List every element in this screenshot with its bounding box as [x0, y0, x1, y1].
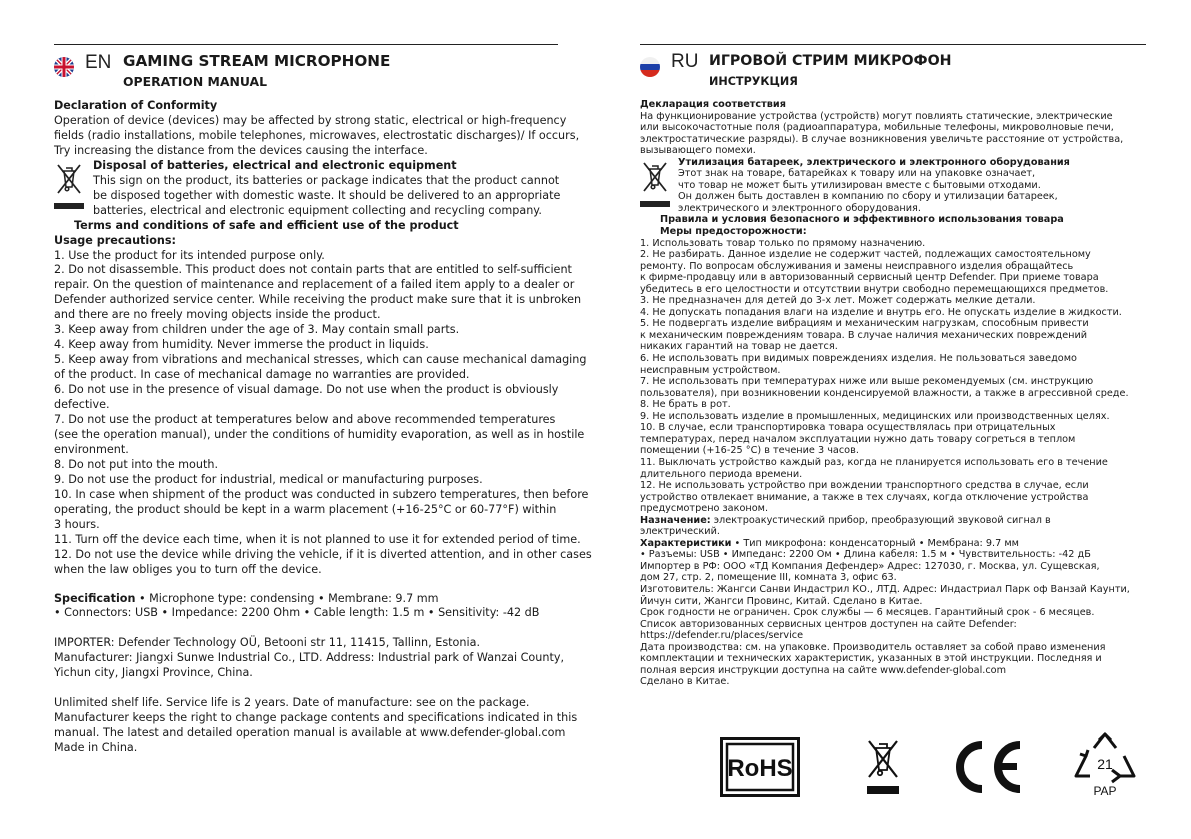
- terms-heading: Terms and conditions of safe and efficient use of the product: [74, 218, 459, 232]
- list-item: Срок годности не ограничен. Срок службы — 6 месяцев. Гарантийный срок - 6 месяцев.: [640, 607, 1095, 619]
- recycle-number: 21: [1097, 756, 1113, 772]
- list-item: 2. Do not disassemble. This product does not contain parts that are entitled to self-sufficient: [54, 263, 572, 277]
- declaration-text: [54, 113, 580, 159]
- text-line: что товар не может быть утилизирован вместе с бытовыми отходами.: [678, 179, 1041, 191]
- list-item: environment.: [54, 442, 129, 456]
- list-item: 12. Не использовать устройство при вождении транспортного средства в случае, если: [640, 480, 1089, 492]
- list-item: 4. Не допускать попадания влаги на изделие и внутрь его. Не опускать изделие в жидкости.: [640, 306, 1122, 318]
- list-item: 11. Выключать устройство каждый раз, когда не планируется использовать его в течение: [640, 456, 1108, 468]
- list-item: • Разъемы: USB • Импеданс: 2200 Ом • Длина кабеля: 1.5 м • Чувствительность: -42 дБ: [640, 549, 1091, 561]
- list-item: полная версия инструкции доступна на сайте www.defender-global.com: [640, 664, 1007, 676]
- list-item: 6. Не использовать при видимых повреждениях изделия. Не пользоваться заведомо: [640, 353, 1077, 365]
- list-item: defective.: [54, 398, 110, 412]
- list-item: неисправным устройством.: [640, 364, 781, 376]
- uk-flag-icon: [54, 57, 74, 77]
- purpose-line: [640, 515, 1146, 527]
- list-item: Изготовитель: Жангси Санви Индастрил КО., ЛТД. Адрес: Индастриал Парк оф Ванзай Каунти,: [640, 583, 1130, 595]
- text-line: Operation of device (devices) may be affected by strong static, electrical or high-frequency: [54, 113, 567, 127]
- importer-block: [54, 636, 565, 681]
- text-line: Этот знак на товаре, батарейках к товару или на упаковке означает,: [678, 168, 1036, 180]
- list-item: 6. Do not use in the presence of visual damage. Do not use when the product is obviously: [54, 383, 559, 397]
- text-line: электростатические разряды). В случае возникновения увеличьте расстояние от устройства,: [640, 133, 1124, 145]
- list-item: 7. Do not use the product at temperatures below and above recommended temperatures: [54, 413, 556, 427]
- text-line: Он должен быть доставлен в компанию по сбору и утилизации батареек,: [678, 191, 1058, 203]
- purpose-line-2: электрический.: [640, 526, 720, 538]
- specification-value: • Тип микрофона: конденсаторный • Мембрана: 9.7 мм: [731, 537, 1019, 549]
- list-item: of the product. In case of mechanical damage no warranties are provided.: [54, 368, 470, 382]
- crossed-bin-icon: [640, 160, 670, 214]
- manual-subtitle: OPERATION MANUAL: [123, 74, 267, 89]
- text-line: Yichun city, Jiangxi Province, China.: [54, 666, 253, 680]
- specification-line: [640, 538, 1146, 550]
- list-item: operating, the product should be kept in a warm placement (+16-25°C or 60-77°F) within: [54, 502, 557, 516]
- language-code: EN: [85, 52, 112, 73]
- declaration-heading: Declaration of Conformity: [54, 99, 218, 112]
- russian-column: [640, 44, 1146, 688]
- text-line: IMPORTER: Defender Technology OÜ, Betooni str 11, 11415, Tallinn, Estonia.: [54, 636, 480, 650]
- list-item: 1. Использовать товар только по прямому назначению.: [640, 237, 926, 249]
- list-item: Список авторизованных сервисных центров доступен на сайте Defender:: [640, 618, 1017, 630]
- usage-heading: Меры предосторожности:: [660, 226, 807, 238]
- list-item: к механическим повреждениям товара. В случае наличия механических повреждений: [640, 329, 1088, 341]
- terms-heading: Правила и условия безопасного и эффективного использования товара: [660, 214, 1064, 226]
- ru-header: [640, 45, 1146, 99]
- usage-precautions-list: [640, 238, 1146, 515]
- manual-subtitle: ИНСТРУКЦИЯ: [709, 75, 798, 88]
- list-item: предусмотрено законом.: [640, 503, 769, 515]
- list-item: 8. Не брать в рот.: [640, 399, 731, 411]
- list-item: Импортер в РФ: ООО «ТД Компания Дефендер» Адрес: 127030, г. Москва, ул. Сущевская,: [640, 560, 1100, 572]
- specification-details: [640, 549, 1146, 688]
- list-item: к фирме-продавцу или в авторизованный сервисный центр Defender. При приеме товара: [640, 272, 1099, 284]
- list-item: 11. Turn off the device each time, when it is not planned to use it for extended period of time.: [54, 532, 581, 546]
- list-item: Defender authorized service center. While receiving the product make sure that it is unbroken: [54, 293, 582, 307]
- list-item: when the law obliges you to turn off the device.: [54, 562, 322, 576]
- list-item: 9. Do not use the product for industrial, medical or manufacturing purposes.: [54, 472, 483, 486]
- text-line: электрического и электронного оборудования.: [678, 202, 921, 214]
- list-item: убедитесь в его целостности и отсутствии внутри свободно перемещающихся предметов.: [640, 283, 1109, 295]
- certification-logos: [640, 737, 1146, 799]
- list-item: 3. Не предназначен для детей до 3-х лет. Может содержать мелкие детали.: [640, 295, 1036, 307]
- rohs-logo: [720, 737, 800, 802]
- text-line: Made in China.: [54, 741, 138, 755]
- list-item: 3 hours.: [54, 517, 100, 531]
- english-column: [54, 44, 592, 756]
- en-header: [54, 45, 558, 99]
- usage-heading: Usage precautions:: [54, 233, 177, 247]
- ce-mark: [948, 739, 1028, 800]
- list-item: repair. On the question of maintenance and replacement of a failed item apply to a dealer or: [54, 278, 575, 292]
- text-line: Try increasing the distance from the devices causing the interface.: [54, 143, 428, 157]
- list-item: Дата производства: см. на упаковке. Производитель оставляет за собой право изменения: [640, 641, 1106, 653]
- recycle-code: PAP: [1093, 784, 1117, 798]
- text-line: manual. The latest and detailed operation manual is available at www.defender-global.com: [54, 726, 566, 740]
- disposal-section: [54, 158, 561, 219]
- list-item: 9. Не использовать изделие в промышленных, медицинских или производственных целях.: [640, 410, 1110, 422]
- declaration-heading: Декларация соответствия: [640, 99, 786, 110]
- manual-title: GAMING STREAM MICROPHONE: [123, 52, 391, 70]
- purpose-label: Назначение:: [640, 514, 711, 526]
- list-item: 5. Не подвергать изделие вибрациям и механическим нагрузкам, способным привести: [640, 318, 1089, 330]
- text-line: Manufacturer: Jiangxi Sunwe Industrial Co., LTD. Address: Industrial park of Wanzai County,: [54, 651, 565, 665]
- specification-label: Specification: [54, 591, 136, 605]
- russia-flag-icon: [640, 57, 660, 77]
- list-item: дом 27, стр. 2, помещение III, комната 3, офис 63.: [640, 572, 897, 584]
- purpose-value: электроакустический прибор, преобразующий звуковой сигнал в: [710, 514, 1051, 526]
- specification-line: [54, 592, 558, 607]
- text-line: или высокочастотные поля (радиоаппаратура, мобильные телефоны, микроволновые печи,: [640, 122, 1114, 134]
- crossed-bin-icon: [54, 162, 84, 217]
- list-item: температурах, перед началом эксплуатации нужно дать товару согреться в теплом: [640, 433, 1076, 445]
- text-line: be disposed together with domestic waste. It should be delivered to an appropriate: [93, 188, 561, 202]
- text-line: Manufacturer keeps the right to change package contents and specifications indicated in this: [54, 711, 578, 725]
- text-line: Unlimited shelf life. Service life is 2 years. Date of manufacture: see on the package.: [54, 696, 530, 710]
- text-line: На функционирование устройства (устройств) могут повлиять статические, электрические: [640, 110, 1113, 122]
- usage-precautions-list: [54, 248, 592, 578]
- list-item: 2. Не разбирать. Данное изделие не содержит частей, подлежащих самостоятельному: [640, 249, 1091, 261]
- list-item: помещении (+16-25 °С) в течение 3 часов.: [640, 445, 859, 457]
- list-item: Сделано в Китае.: [640, 676, 730, 688]
- disposal-section: [640, 157, 1146, 215]
- list-item: 10. В случае, если транспортировка товара осуществлялась при отрицательных: [640, 422, 1056, 434]
- specification-value: • Microphone type: condensing • Membrane: 9.7 mm: [135, 591, 439, 605]
- crossed-bin-icon: [865, 737, 901, 802]
- list-item: комплектации и технических характеристик, указанных в этой инструкции. Последняя и: [640, 653, 1102, 665]
- list-item: ремонту. По вопросам обслуживания и замены неисправного изделия обращайтесь: [640, 260, 1074, 272]
- list-item: 8. Do not put into the mouth.: [54, 457, 219, 471]
- shelf-life-block: [54, 696, 578, 756]
- rohs-text: RoHS: [727, 755, 793, 782]
- text-line: This sign on the product, its batteries or package indicates that the product cannot: [93, 173, 560, 187]
- recycle-icon: [1072, 732, 1138, 805]
- language-code: RU: [671, 51, 699, 72]
- list-item: 12. Do not use the device while driving the vehicle, if it is diverted attention, and in other cases: [54, 547, 592, 561]
- text-line: batteries, electrical and electronic equipment collecting and recycling company.: [93, 203, 542, 217]
- list-item: пользователя), при возникновении конденсируемой влажности, а также в агрессивной среде.: [640, 387, 1129, 399]
- list-item: 7. Не использовать при температурах ниже или выше рекомендуемых (см. инструкцию: [640, 376, 1094, 388]
- list-item: длительного периода времени.: [640, 468, 803, 480]
- specification-line-2: • Connectors: USB • Impedance: 2200 Ohm • Cable length: 1.5 m • Sensitivity: -42 dB: [54, 606, 540, 620]
- list-item: 5. Keep away from vibrations and mechanical stresses, which can cause mechanical damaging: [54, 353, 587, 367]
- list-item: 1. Use the product for its intended purpose only.: [54, 248, 325, 262]
- list-item: 3. Keep away from children under the age of 3. May contain small parts.: [54, 323, 460, 337]
- list-item: никаких гарантий на товар не дается.: [640, 341, 838, 353]
- list-item: and there are no freely moving objects inside the product.: [54, 308, 381, 322]
- disposal-heading: Утилизация батареек, электрического и электронного оборудования: [678, 156, 1070, 168]
- list-item: https://defender.ru/places/service: [640, 630, 804, 642]
- list-item: (see the operation manual), under the conditions of humidity evaporation, as well as in hostile: [54, 427, 585, 441]
- declaration-text: [640, 111, 1146, 157]
- list-item: 4. Keep away from humidity. Never immerse the product in liquids.: [54, 338, 429, 352]
- list-item: Йичун сити, Жангси Провинс, Китай. Сделано в Китае.: [640, 595, 923, 607]
- text-line: fields (radio installations, mobile telephones, microwaves, electrostatic discharges)/ If occurs,: [54, 128, 580, 142]
- manual-title: ИГРОВОЙ СТРИМ МИКРОФОН: [709, 53, 952, 69]
- text-line: вызывающего помехи.: [640, 145, 756, 157]
- list-item: 10. In case when shipment of the product was conducted in subzero temperatures, then before: [54, 487, 589, 501]
- disposal-heading: Disposal of batteries, electrical and electronic equipment: [93, 158, 457, 172]
- specification-label: Характеристики: [640, 537, 732, 549]
- list-item: устройство отвлекает внимание, а также в тех случаях, когда отключение устройства: [640, 491, 1089, 503]
